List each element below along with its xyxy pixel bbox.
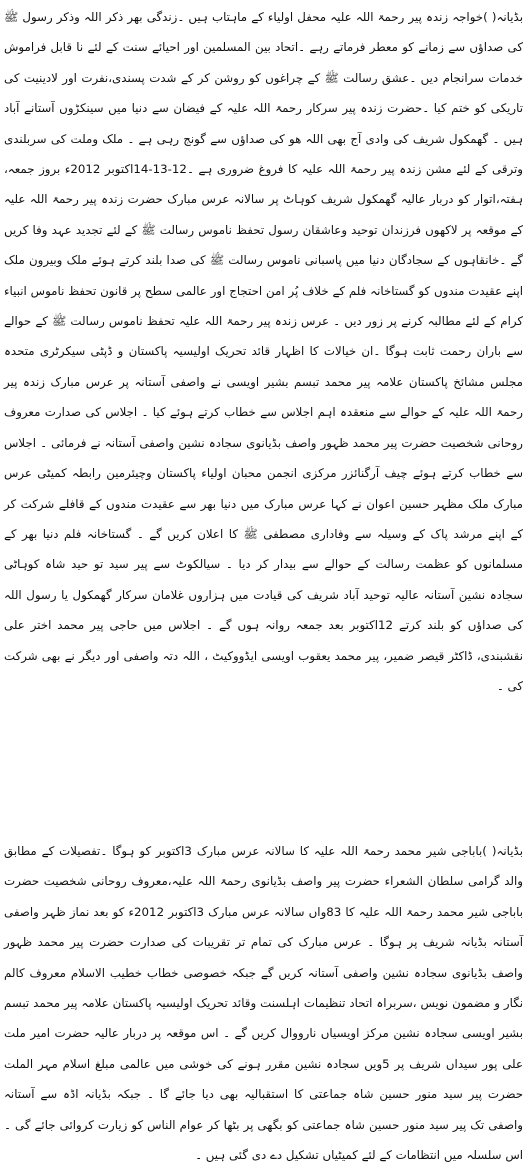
news-article-zinda-pir-urs	[4, 2, 523, 752]
article-body: بڈیانہ( )باباجی شیر محمد رحمۃ اللہ علیہ کا سالانہ عرس مبارک 3اکتوبر کو ہوگا ۔تفصیلات کے مطابق والد گرامی سلطان الشعراء حضرت پیر واصف بڈیانوی رحمۃ اللہ علیہ،معروف روحانی شخصیت حضرت باباجی شیر محمد رحمۃ اللہ علیہ کا 83واں سالانہ عرس مبارک 3اکتوبر 2012ء کو بعد نماز ظہر واصفی آستانہ بڈیانہ شریف پر ہوگا ۔ عرس مبارک کی تمام تر تقریبات کی صدارت حضرت پیر محمد ظہور واصف بڈیانوی سجادہ نشین واصفی آستانہ کریں گے جبکہ خصوصی خطاب خطیب الاسلام معروف کالم نگار و مضمون نویس ،سربراہ اتحاد تنظیمات اہلسنت وقائد تحریک اولیسیہ پاکستان علامہ پیر محمد تبسم بشیر اویسی سجادہ نشین مرکز اویسیاں نارووال کریں گے ۔ اس موقعہ پر دربار عالیہ حضرت امیر ملت علی پور سیداں شریف پر 5ویں سجادہ نشین مقرر ہونے کی خوشی میں عالمی مبلغ اسلام مہر الملت حضرت پیر سید منور حسین شاہ جماعتی کا استقبالیہ بھی دیا جائے گا ۔ جبکہ بڈیانہ اڈہ سے آستانہ واصفی تک پیر سید منور حسین شاہ جماعتی کو بگھی پر بٹھا کر عوام الناس کو زیارت کروائی جائے گی ۔ اس سلسلہ میں انتظامات کے لئے کمیٹیاں تشکیل دے دی گئی ہیں ۔	[4, 844, 524, 1163]
news-article-baba-sher-muhammad-urs	[4, 836, 524, 1163]
article-body: بڈیانہ( )خواجہ زندہ پیر رحمۃ اللہ علیہ محفل اولیاء کے ماہتاب ہیں ۔زندگی بھر ذکر اللہ وذکر رسول ﷺ کی صداؤں سے زمانے کو معطر فرماتے رہے ۔اتحاد بین المسلمین اور احیائے سنت کے لئے نا قابل فراموش خدمات سرانجام دیں ۔عشق رسالت ﷺ کے چراغوں کو روشن کر کے شدت پسندی،نفرت اور لادینیت کی تاریکی کو ختم کیا ۔حضرت زندہ پیر سرکار رحمۃ اللہ علیہ کے فیضان سے دنیا میں سینکڑوں آستانے آباد ہیں ۔ گھمکول شریف کی وادی آج بھی اللہ ھو کی صداؤں سے گونج رہی ہے ۔ ملک وملت کی سربلندی وترقی کے لئے مشن زندہ پیر رحمۃ اللہ علیہ کا فروغ ضروری ہے ۔12-13-14اکتوبر 2012ء بروز جمعہ، ہفتہ،اتوار کو دربار عالیہ گھمکول شریف کوہاٹ پر سالانہ عرس مبارک حضرت زندہ پیر رحمۃ اللہ علیہ کے موقعہ پر لاکھوں فرزندان توحید وعاشقان رسول تحفظ ناموس رسالت ﷺ کے لئے تجدید عہد وفا کریں گے ۔خانقاہوں کے سجادگان دنیا میں پاسبانی ناموس رسالت ﷺ کی صدا بلند کرتے ہوئے ملک وبیرون ملک اپنے عقیدت مندوں کو گستاخانہ فلم کے خلاف پُر امن احتجاج اور عالمی سطح پر قانون تحفظ ناموس انبیاء کرام کے لئے مطالبہ کرنے پر زور دیں ۔ عرس زندہ پیر رحمۃ اللہ علیہ تحفظ ناموس رسالت ﷺ کے حوالے سے باران رحمت ثابت ہوگا ۔ان خیالات کا اظہار قائد تحریک اولیسیہ پاکستان و ڈپٹی سیکرٹری متحدہ مجلس مشائخ پاکستان علامہ پیر محمد تبسم بشیر اویسی نے واصفی آستانہ پر عرس مبارک زندہ پیر رحمۃ اللہ علیہ کے حوالے سے منعقدہ اہم اجلاس سے خطاب کرتے ہوئے کیا ۔ اجلاس کی صدارت معروف روحانی شخصیت حضرت پیر محمد ظہور واصف بڈیانوی سجادہ نشین واصفی آستانہ نے فرمائی ۔ اجلاس سے خطاب کرتے ہوئے چیف آرگنائزر مرکزی انجمن محبان اولیاء پاکستان وچیئرمین رابطہ کمیٹی عرس مبارک ملک مظہر حسین اعوان نے کہا عرس مبارک میں دنیا بھر سے عقیدت مندوں کے قافلے شرکت کر کے اپنے مرشد پاک کے وسیلہ سے وفاداری مصطفی ﷺ کا اعلان کریں گے ۔ گستاخانہ فلم دنیا بھر کے مسلمانوں کو عظمت رسالت کے حوالے سے بیدار کر دیا ۔ سیالکوٹ سے پیر سید تو حید شاہ کوہاٹی سجادہ نشین آستانہ عالیہ توحید آباد شریف کی قیادت میں ہزاروں غلامان سرکار گھمکول یا رسول اللہ کی صداؤں کو بلند کرتے 12اکتوبر بعد جمعہ روانہ ہوں گے ۔ اجلاس میں حاجی پیر محمد اختر علی نقشبندی، ڈاکٹر قیصر ضمیر، پیر محمد یعقوب اویسی ایڈووکیٹ ، اللہ دتہ واصفی اور دیگر نے بھی شرکت کی ۔	[4, 10, 523, 693]
